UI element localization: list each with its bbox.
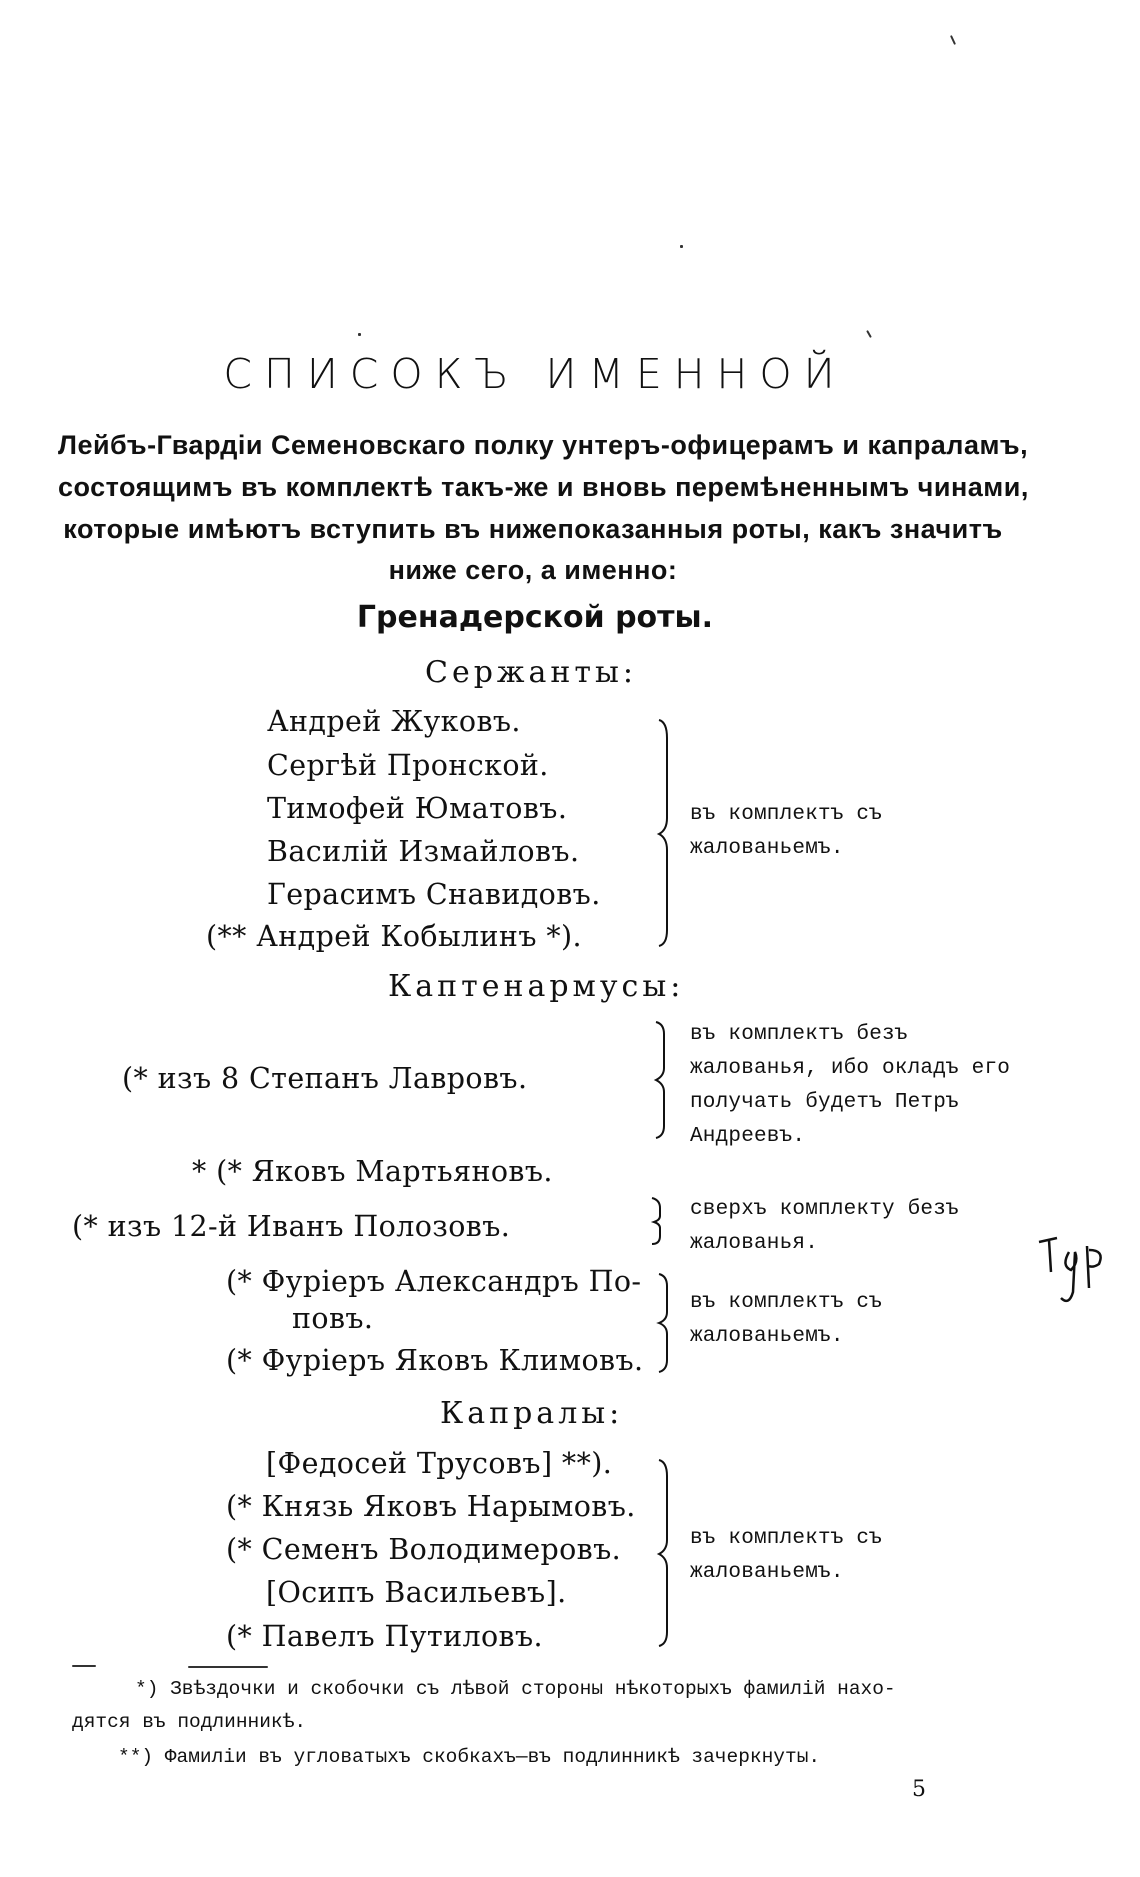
subtitle-line: состоящимъ въ комплектѣ такъ-же и вновь перемѣненнымъ чинами, (58, 472, 1029, 502)
page-title: СПИСОКЪ ИМЕННОЙ (223, 350, 847, 398)
subtitle-line: которые имѣютъ вступить въ нижепоказанныя роты, какъ значитъ (63, 514, 1003, 544)
name-entry: [Федосей Трусовъ] **). (266, 1447, 613, 1480)
name-entry: (* Фурiеръ Яковъ Климовъ. (226, 1344, 644, 1377)
name-entry: Андрей Жуковъ. (267, 705, 521, 738)
page-number: 5 (912, 1777, 926, 1802)
name-entry: [Осипъ Васильевъ]. (266, 1576, 567, 1609)
brace-corporals (655, 1458, 675, 1648)
name-entry: * (* Яковъ Мартьяновъ. (192, 1155, 553, 1188)
name-entry: Василій Измайловъ. (267, 835, 580, 868)
footnote-line: *) Звѣздочки и скобочки съ лѣвой стороны нѣкоторыхъ фамилій нахо- (135, 1678, 896, 1700)
scan-mark (358, 333, 361, 336)
brace-sergeants (655, 718, 675, 948)
section-heading-corporals: Капралы: (440, 1396, 624, 1431)
company-heading: Гренадерской роты. (356, 600, 714, 635)
name-entry: (** Андрей Кобылинъ *). (206, 920, 582, 953)
scan-mark (866, 330, 872, 338)
footnote-line: **) Фамиліи въ угловатыхъ скобкахъ—въ подлинникѣ зачеркнуты. (118, 1746, 821, 1768)
name-entry: (* Семенъ Володимеровъ. (226, 1533, 622, 1566)
name-entry: Тимофей Юматовъ. (267, 792, 568, 825)
brace-quartermasters-1 (652, 1020, 672, 1140)
section-heading-quartermasters: Каптенармусы: (388, 969, 685, 1004)
name-entry: (* изъ 8 Степанъ Лавровъ. (122, 1062, 528, 1095)
brace-quartermasters-2 (648, 1196, 668, 1246)
name-entry: Герасимъ Снавидовъ. (267, 878, 601, 911)
note-quartermasters-2: сверхъ комплекту безъ жалованья. (690, 1198, 959, 1255)
note-sergeants: въ комплектъ съ жалованьемъ. (690, 803, 883, 860)
name-entry: (* Фурiеръ Александръ По- (226, 1265, 642, 1298)
subtitle-line: ниже сего, а именно: (388, 555, 678, 585)
handwritten-margin-mark (1035, 1232, 1110, 1317)
name-entry: (* Князь Яковъ Нарымовъ. (226, 1490, 636, 1523)
footnote-line: дятся въ подлинникѣ. (72, 1711, 307, 1733)
name-entry: повъ. (292, 1302, 374, 1335)
note-quartermasters-1: въ комплектъ безъ жалованья, ибо окладъ его получать будетъ Петръ Андреевъ. (690, 1023, 1011, 1148)
name-entry: (* изъ 12-й Иванъ Полозовъ. (72, 1210, 511, 1243)
brace-quartermasters-3 (655, 1272, 675, 1374)
name-entry: Сергѣй Пронской. (267, 749, 549, 782)
scan-mark (950, 35, 956, 45)
name-entry: (* Павелъ Путиловъ. (226, 1620, 543, 1653)
scan-mark (680, 245, 683, 248)
footnote-rule (188, 1666, 268, 1668)
note-corporals: въ комплектъ съ жалованьемъ. (690, 1527, 883, 1584)
section-heading-sergeants: Сержанты: (425, 655, 637, 690)
footnote-rule (72, 1665, 96, 1667)
subtitle-line: Лейбъ-Гвардіи Семеновскаго полку унтеръ-офицерамъ и капраламъ, (58, 430, 1029, 460)
note-quartermasters-3: въ комплектъ съ жалованьемъ. (690, 1291, 883, 1348)
